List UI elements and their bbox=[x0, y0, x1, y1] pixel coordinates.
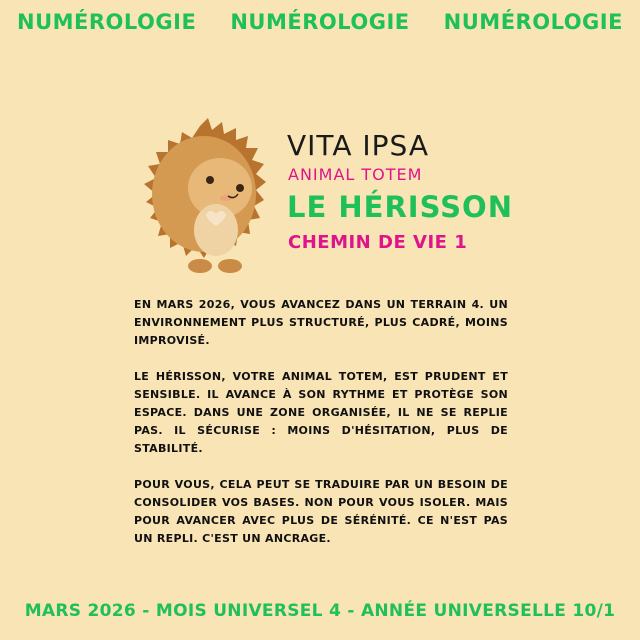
page-subtitle: CHEMIN DE VIE 1 bbox=[288, 232, 468, 253]
paragraph: EN MARS 2026, VOUS AVANCEZ DANS UN TERRAIN 4. UN ENVIRONNEMENT PLUS STRUCTURÉ, PLUS CADRÉ, MOINS IMPROVISÉ. bbox=[134, 298, 508, 347]
paragraph: LE HÉRISSON, VOTRE ANIMAL TOTEM, EST PRUDENT ET SENSIBLE. IL AVANCE À SON RYTHME ET PROTÈGE SON ESPACE. DANS UNE ZONE ORGANISÉE, IL NE SE REPLIE PAS. IL SÉCURISE : MOINS D'HÉSITATION, PLUS DE STABILITÉ. bbox=[134, 370, 508, 455]
banner-label: NUMÉROLOGIE bbox=[230, 10, 410, 34]
banner-label: NUMÉROLOGIE bbox=[17, 10, 197, 34]
paragraph: POUR VOUS, CELA PEUT SE TRADUIRE PAR UN BESOIN DE CONSOLIDER VOS BASES. NON POUR VOUS ISOLER. MAIS POUR AVANCER AVEC PLUS DE SÉRÉNITÉ. CE N'EST PAS UN REPLI. C'EST UN ANCRAGE. bbox=[134, 478, 508, 545]
hedgehog-belly bbox=[194, 204, 238, 256]
footer-text: MARS 2026 - MOIS UNIVERSEL 4 - ANNÉE UNIVERSELLE 10/1 bbox=[24, 601, 616, 621]
brand-subtitle: ANIMAL TOTEM bbox=[288, 165, 423, 184]
body-text bbox=[134, 296, 508, 566]
brand-title: VITA IPSA bbox=[287, 129, 429, 162]
hedgehog-illustration bbox=[130, 118, 270, 276]
hedgehog-nose bbox=[236, 184, 244, 192]
hedgehog-foot bbox=[188, 259, 212, 273]
hedgehog-cheek bbox=[220, 195, 232, 201]
banner-label: NUMÉROLOGIE bbox=[443, 10, 623, 34]
page-title: LE HÉRISSON bbox=[287, 190, 513, 224]
top-banner bbox=[0, 10, 640, 34]
hedgehog-eye bbox=[206, 176, 214, 184]
hedgehog-foot bbox=[218, 259, 242, 273]
